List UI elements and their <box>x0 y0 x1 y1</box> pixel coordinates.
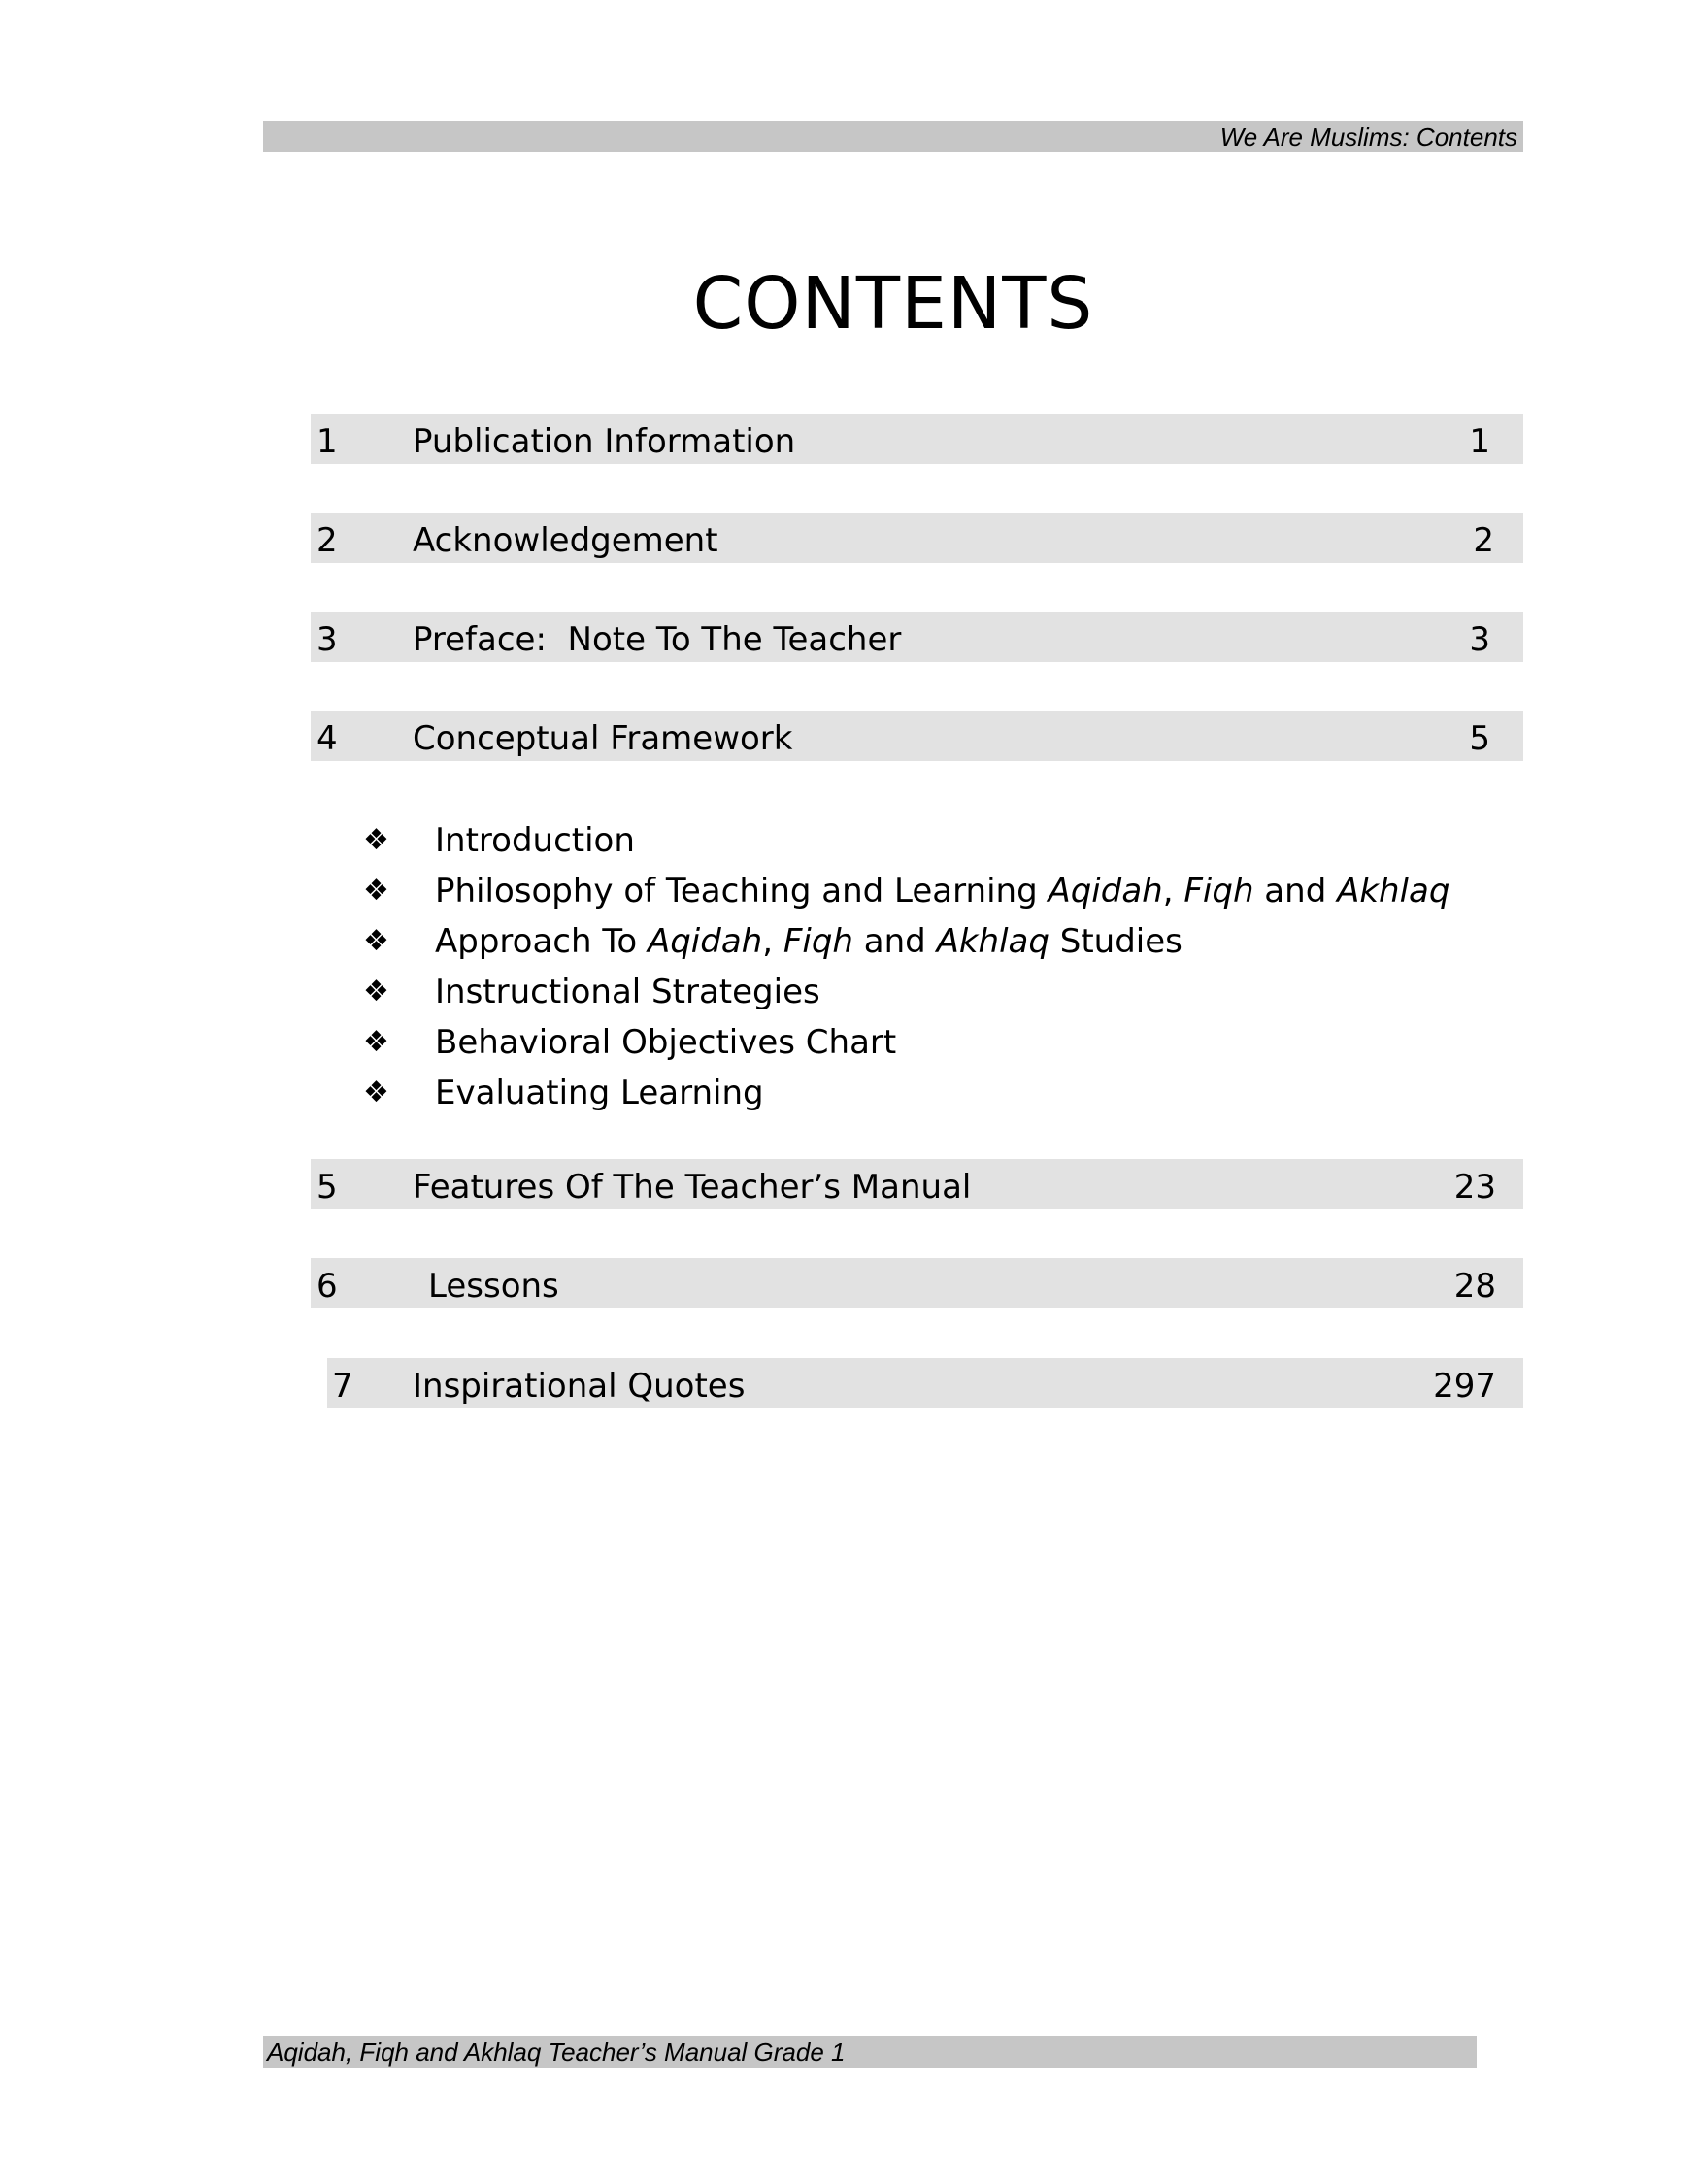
toc-entry-title: Lessons <box>428 1267 559 1306</box>
page-footer <box>263 2036 1477 2068</box>
toc-entry-number: 5 <box>316 1168 338 1207</box>
toc-entry-number: 6 <box>316 1267 338 1306</box>
toc-entry[interactable] <box>311 1159 1523 1209</box>
footer-running-title: Aqidah, Fiqh and Akhlaq Teacher’s Manual Grade 1 <box>267 2037 846 2067</box>
toc-entry-number: 2 <box>316 521 338 560</box>
diamond-bullet-icon: ❖ <box>363 823 389 857</box>
diamond-bullet-icon: ❖ <box>363 1025 389 1059</box>
toc-entry[interactable] <box>311 414 1523 464</box>
page-title: CONTENTS <box>692 262 1094 346</box>
toc-entry-title: Conceptual Framework <box>413 719 793 758</box>
diamond-bullet-icon: ❖ <box>363 975 389 1009</box>
toc-entry-title: Features Of The Teacher’s Manual <box>413 1168 972 1207</box>
diamond-bullet-icon: ❖ <box>363 874 389 908</box>
toc-entry-title: Inspirational Quotes <box>413 1367 746 1406</box>
subsection-label: Philosophy of Teaching and Learning Aqidah, Fiqh and Akhlaq <box>435 872 1450 910</box>
toc-entry[interactable] <box>327 1358 1523 1408</box>
toc-entry[interactable] <box>311 711 1523 761</box>
toc-entry-page: 1 <box>1469 422 1490 461</box>
diamond-bullet-icon: ❖ <box>363 1075 389 1109</box>
toc-entry-page: 297 <box>1433 1367 1496 1406</box>
toc-entry[interactable] <box>311 1258 1523 1308</box>
toc-entry-number: 3 <box>316 620 338 659</box>
diamond-bullet-icon: ❖ <box>363 924 389 958</box>
header-running-title: We Are Muslims: Contents <box>1219 122 1517 151</box>
toc-entry[interactable] <box>311 513 1523 563</box>
toc-entry-title: Publication Information <box>413 422 796 461</box>
toc-entry-title: Acknowledgement <box>413 521 718 560</box>
toc-entry-page: 5 <box>1469 719 1490 758</box>
toc-entry-number: 1 <box>316 422 338 461</box>
toc-entry-title: Preface: Note To The Teacher <box>413 620 902 659</box>
toc-entry-page: 2 <box>1473 521 1494 560</box>
toc-entry-page: 3 <box>1469 620 1490 659</box>
toc-entry-page: 28 <box>1453 1267 1496 1306</box>
subsection-label: Behavioral Objectives Chart <box>435 1023 897 1062</box>
subsection-label: Evaluating Learning <box>435 1074 764 1112</box>
toc-entry-number: 7 <box>332 1367 353 1406</box>
page-header <box>263 121 1523 152</box>
toc-entry[interactable] <box>311 612 1523 662</box>
toc-entry-number: 4 <box>316 719 338 758</box>
subsection-label: Introduction <box>435 821 635 860</box>
toc-entry-page: 23 <box>1453 1168 1496 1207</box>
subsection-label: Instructional Strategies <box>435 973 820 1011</box>
subsection-label: Approach To Aqidah, Fiqh and Akhlaq Studies <box>435 922 1183 961</box>
